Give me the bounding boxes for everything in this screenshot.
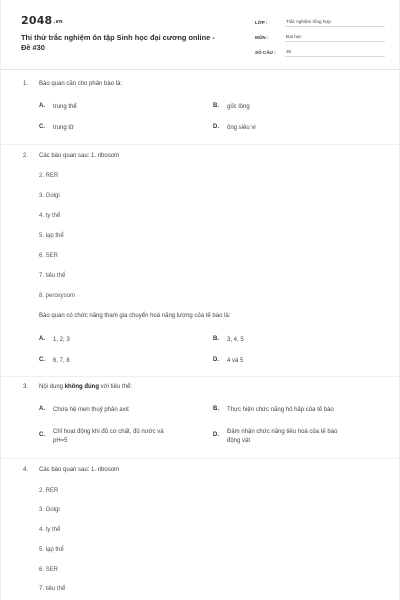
sub-item: 5. lạp thể — [39, 547, 64, 553]
sub-item: 6. SER — [39, 567, 59, 573]
site-logo[interactable]: 2048.vn — [21, 14, 63, 27]
meta-subject-value: Đại học — [285, 34, 385, 42]
question-number: 2. — [23, 153, 29, 159]
sub-item: 3. Golgi — [39, 193, 60, 199]
question-number: 3. — [23, 384, 29, 390]
emphasis-text: không đúng — [64, 384, 100, 390]
option-c[interactable]: C. trung tử — [39, 124, 75, 131]
meta-subject-label: MÔN : — [255, 35, 269, 40]
option-b[interactable]: B. gốc lông — [213, 103, 250, 110]
exam-header — [1, 0, 399, 70]
sub-item: 4. ty thể — [39, 527, 61, 533]
sub-item: 7. tiêu thể — [39, 586, 66, 592]
question-number: 4. — [23, 467, 29, 473]
sub-item: 2. RER — [39, 173, 59, 179]
exam-title: Thi thử trắc nghiệm ôn tập Sinh học đại cương online - Đề #30 — [21, 33, 215, 52]
meta-count-label: SỐ CÂU : — [255, 50, 276, 55]
meta-count-row — [255, 43, 385, 57]
question-text: Bào quan cần cho phân bào là: — [39, 81, 123, 87]
meta-count-value: 30 — [285, 49, 385, 57]
sub-item: 4. ty thể — [39, 213, 61, 219]
question-divider — [1, 144, 400, 145]
option-d[interactable]: D. ống siêu vi — [213, 124, 256, 131]
sub-item: 7. tiêu thể — [39, 273, 66, 279]
option-a[interactable]: A. 1, 2, 3 — [39, 336, 70, 343]
question-text: Các bào quan sau: 1. ribosom — [39, 153, 120, 159]
option-c[interactable]: C. Chỉ hoạt động khi đủ cơ chất, đủ nước và pH=5 — [39, 429, 164, 444]
meta-class-label: LỚP : — [255, 20, 268, 25]
exam-meta — [255, 13, 385, 58]
meta-subject-row — [255, 28, 385, 42]
sub-item: 5. lạp thể — [39, 233, 64, 239]
sub-item: 2. RER — [39, 488, 59, 494]
sub-item: 3. Golgi — [39, 507, 60, 513]
question-divider — [1, 376, 400, 377]
meta-class-value: Trắc nghiệm tổng hợp — [285, 19, 385, 27]
meta-class-row — [255, 13, 385, 27]
option-d[interactable]: D. Đảm nhận chức năng tiêu hoá của tế bào động vật — [213, 429, 338, 444]
question-number: 1. — [23, 81, 29, 87]
question-text: Nội dung không đúng với tiêu thể: — [39, 384, 132, 390]
question-prompt: Bào quan có chức năng tham gia chuyển hoá năng lượng của tế bào là: — [39, 313, 231, 319]
sub-item: 8. peroxysom — [39, 293, 76, 299]
option-d[interactable]: D. 4 và 5 — [213, 357, 244, 364]
option-b[interactable]: B. 3, 4, 5 — [213, 336, 244, 343]
question-divider — [1, 458, 400, 459]
sub-item: 6. SER — [39, 253, 59, 259]
option-a[interactable]: A. trung thể — [39, 103, 77, 110]
option-b[interactable]: B. Thực hiện chức năng hô hấp của tế bào — [213, 406, 334, 413]
question-text: Các bào quan sau: 1. ribosom — [39, 467, 120, 473]
option-c[interactable]: C. 6, 7, 8 — [39, 357, 70, 364]
option-a[interactable]: A. Chứa hệ men thuỷ phân axit — [39, 406, 129, 413]
